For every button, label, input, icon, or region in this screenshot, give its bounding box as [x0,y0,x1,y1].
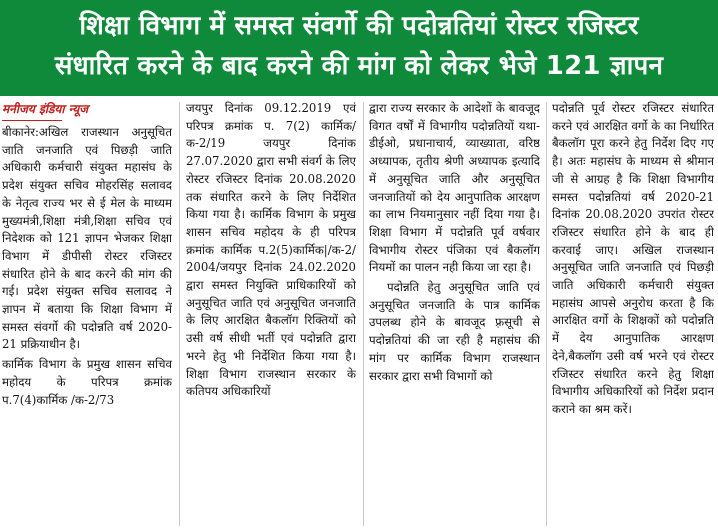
column-2-paragraph-1: जयपुर दिनांक 09.12.2019 एवं परिपत्र क्रमांक प. 7(2) कार्मिक/क-2/19 जयपुर दिनांक 27.07.2020 द्वारा सभी संवर्ग के लिए रोस्टर रजिस्टर दिनांक 20.08.2020 तक संधारित करने के लिए निर्देशित किया गया है। कार्मिक विभाग के प्रमुख शासन सचिव महोदय के ही परिपत्र क्रमांक कार्मिक प.2(5)कार्मिक|/क-2/ 2004/जयपुर दिनांक 24.02.2020 द्वारा समस्त नियुक्ति प्राधिकारियों को अनुसूचित जाति एवं अनुसूचित जनजाति के लिए आरक्षित बैकलॉग रिक्तियों को उसी वर्ष सीधी भर्ती एवं पदोन्नति द्वारा भरने हेतु भी निर्देशित किया गया है। शिक्षा विभाग राजस्थान सरकार के कतिपय अधिकारियों [186,101,356,399]
article-column-3 [369,100,540,528]
article-column-2 [186,100,356,528]
article-body [2,100,716,528]
column-1-paragraph-1: बीकानेर:अखिल राजस्थान अनुसूचित जाति जनजाति एवं पिछड़ी जाति अधिकारी कर्मचारी संयुक्त महासंघ के प्रदेश संयुक्त सचिव मोहरसिंह सलावद के नेतृत्व राज्य भर से ई मेल के माध्यम मुख्यमंत्री,शिक्षा मंत्री,शिक्षा सचिव एवं निदेशक को 121 ज्ञापन भेजकर शिक्षा विभाग में डीपीसी रोस्टर रजिस्टर संधारित होने के बाद करने की मांग की गई। प्रदेश संयुक्त सचिव सलावद ने ज्ञापन में बताया कि शिक्षा विभाग में समस्त संवर्गो की पदोन्नति वर्ष 2020-21 प्रक्रियाधीन है। [2,125,172,352]
headline-banner [0,0,718,96]
column-divider [546,102,547,526]
column-4-paragraph-1: पदोन्नति पूर्व रोस्टर रजिस्टर संधारित करने एवं आरक्षित वर्गो के का निर्धारित बैकलॉग पूरा करने हेतु निर्देश दिए गए है। अतः महासंघ के माध्यम से श्रीमान जी से आग्रह है कि शिक्षा विभागीय समस्त पदोन्नतियां वर्ष 2020-21 दिनांक 20.08.2020 उपरांत रोस्टर रजिस्टर संधारित होने के बाद ही करवाई जाए। अखिल राजस्थान अनुसूचित जाति जनजाति एवं पिछड़ी जाति अधिकारी कर्मचारी संयुक्त महासंघ आपसे अनुरोध करता है कि आरक्षित वर्गो के शिक्षकों को पदोन्नति में देय आनुपातिक आरक्षण देने,बैकलॉग उसी वर्ष भरने एवं रोस्टर रजिस्टर संधारित करने हेतु शिक्षा विभागीय अधिकारियों को निर्देश प्रदान कराने का श्रम करें। [552,101,714,416]
byline-underline [2,120,62,121]
column-divider [179,102,180,526]
column-3-paragraph-2: पदोन्नति हेतु अनुसूचित जाति एवं अनुसूचित जनजाति के पात्र कार्मिक उपलब्ध होने के बावजूद फ़्रसूची से पदोन्नतियां की जा रही है महासंघ की मांग पर कार्मिक विभाग राजस्थान सरकार द्वारा सभी विभागों को [369,280,540,383]
column-1-paragraph-2: कार्मिक विभाग के प्रमुख शासन सचिव महोदय के परिपत्र क्रमांक प.7(4)कार्मिक /क-2/73 [2,357,172,407]
headline-line-2: संधारित करने के बाद करने की मांग को लेकर भेजे 121 ज्ञापन [54,51,664,81]
article-column-1 [2,100,172,528]
article-column-4 [552,100,714,528]
column-3-paragraph-1: द्वारा राज्य सरकार के आदेशों के बावजूद विगत वर्षों में विभागीय पदोन्नतियों यथा-डीईओ, प्रधानाचार्य, व्याख्याता, वरिष्ठ अध्यापक, तृतीय श्रेणी अध्यापक इत्यादि में अनुसूचित जाति और अनुसूचित जनजातियों को देय आनुपातिक आरक्षण का लाभ नियमानुसार नहीं दिया गया है। शिक्षा विभाग में पदोन्नति पूर्व वर्षवार विभागीय रोस्टर पंजिका एवं बैकलॉग नियमों का पालन नही किया जा रहा है। [369,101,540,275]
column-divider [363,102,364,526]
headline-line-1: शिक्षा विभाग में समस्त संवर्गो की पदोन्नतियां रोस्टर रजिस्टर [79,11,639,41]
byline: मनीजय इंडिया न्यूज [2,102,89,116]
